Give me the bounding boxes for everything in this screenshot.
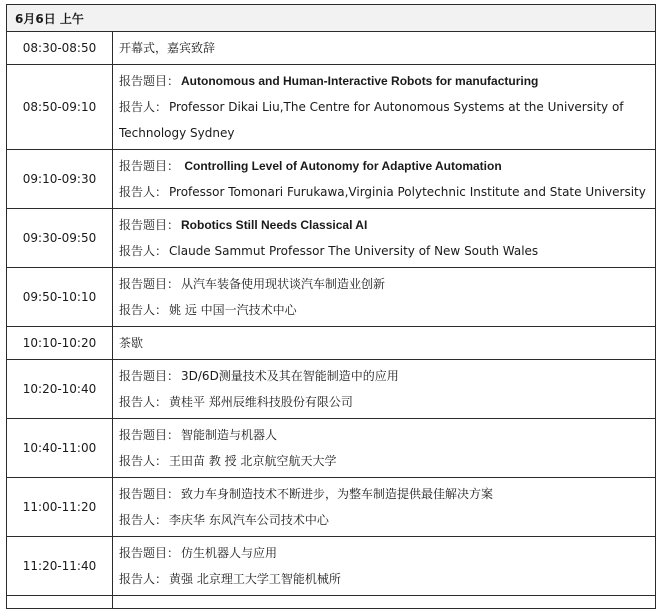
session-cell [113, 150, 656, 209]
time-cell: 08:50-09:10 [7, 65, 113, 150]
speaker-label: 报告人： [119, 185, 168, 199]
speaker-line [119, 448, 649, 474]
title-label: 报告题目： [119, 74, 180, 88]
speaker-label: 报告人： [119, 513, 168, 527]
table-row [7, 32, 656, 65]
time-cell: 09:50-10:10 [7, 268, 113, 327]
talk-title: 仿生机器人与应用 [181, 546, 278, 560]
session-cell [113, 65, 656, 150]
talk-title: 智能制造与机器人 [181, 428, 278, 442]
speaker-line [119, 94, 649, 146]
speaker-name: Professor Dikai Liu,The Centre for Autonomous Systems at the University of Technology Sydney [119, 100, 624, 140]
speaker-line [119, 566, 649, 592]
table-row [7, 65, 656, 150]
time-cell: 10:10-10:20 [7, 327, 113, 360]
speaker-label: 报告人： [119, 572, 168, 586]
talk-title-line [119, 481, 649, 507]
table-row [7, 327, 656, 360]
session-cell [113, 419, 656, 478]
talk-title: 3D/6D测量技术及其在智能制造中的应用 [181, 369, 399, 383]
speaker-name: Claude Sammut Professor The University of New South Wales [169, 244, 539, 258]
session-cell [113, 268, 656, 327]
session-cell [113, 360, 656, 419]
session-cell [113, 32, 656, 65]
table-row [7, 478, 656, 537]
table-row [7, 150, 656, 209]
speaker-line [119, 507, 649, 533]
speaker-name: 黄强 北京理工大学工智能机械所 [169, 572, 341, 586]
talk-title-line [119, 271, 649, 297]
session-text: 开幕式，嘉宾致辞 [119, 41, 216, 55]
talk-title: Controlling Level of Autonomy for Adaptive Automation [181, 159, 502, 173]
speaker-label: 报告人： [119, 303, 168, 317]
speaker-line [119, 389, 649, 415]
session-cell [113, 596, 656, 609]
table-row [7, 419, 656, 478]
table-row [7, 537, 656, 596]
date-header: 6月6日 上午 [7, 5, 656, 32]
title-label: 报告题目： [119, 428, 180, 442]
talk-title-line [119, 422, 649, 448]
speaker-name: Professor Tomonari Furukawa,Virginia Polytechnic Institute and State University [169, 185, 646, 199]
session-text: 茶歇 [119, 336, 144, 350]
time-cell [7, 596, 113, 609]
table-row [7, 360, 656, 419]
speaker-label: 报告人： [119, 454, 168, 468]
time-cell: 11:20-11:40 [7, 537, 113, 596]
talk-title-line [119, 153, 649, 179]
time-cell: 10:40-11:00 [7, 419, 113, 478]
title-label: 报告题目： [119, 277, 180, 291]
table-row [7, 268, 656, 327]
table-row-partial [7, 596, 656, 609]
talk-title-line [119, 540, 649, 566]
session-cell [113, 327, 656, 360]
talk-title-line [119, 68, 649, 94]
time-cell: 10:20-10:40 [7, 360, 113, 419]
schedule-table [6, 4, 656, 609]
title-label: 报告题目： [119, 487, 180, 501]
speaker-name: 李庆华 东风汽车公司技术中心 [169, 513, 329, 527]
session-cell [113, 537, 656, 596]
talk-title: 从汽车装备使用现状谈汽车制造业创新 [181, 277, 386, 291]
table-row [7, 209, 656, 268]
speaker-name: 黄桂平 郑州辰维科技股份有限公司 [169, 395, 353, 409]
title-label: 报告题目： [119, 369, 180, 383]
talk-title-line [119, 212, 649, 238]
title-label: 报告题目： [119, 546, 180, 560]
talk-title-line [119, 363, 649, 389]
title-label: 报告题目： [119, 159, 180, 173]
speaker-label: 报告人： [119, 244, 168, 258]
talk-title: Autonomous and Human-Interactive Robots for manufacturing [181, 74, 539, 88]
time-cell: 09:10-09:30 [7, 150, 113, 209]
title-label: 报告题目： [119, 218, 180, 232]
time-cell: 09:30-09:50 [7, 209, 113, 268]
speaker-name: 姚 远 中国一汽技术中心 [169, 303, 297, 317]
session-cell [113, 209, 656, 268]
speaker-name: 王田苗 教 授 北京航空航天大学 [169, 454, 337, 468]
speaker-label: 报告人： [119, 395, 168, 409]
talk-title: Robotics Still Needs Classical AI [181, 218, 368, 232]
time-cell: 08:30-08:50 [7, 32, 113, 65]
time-cell: 11:00-11:20 [7, 478, 113, 537]
speaker-label: 报告人： [119, 100, 168, 114]
header-row [7, 5, 656, 32]
speaker-line [119, 238, 649, 264]
speaker-line [119, 297, 649, 323]
speaker-line [119, 179, 649, 205]
session-cell [113, 478, 656, 537]
talk-title: 致力车身制造技术不断进步，为整车制造提供最佳解决方案 [181, 487, 494, 501]
